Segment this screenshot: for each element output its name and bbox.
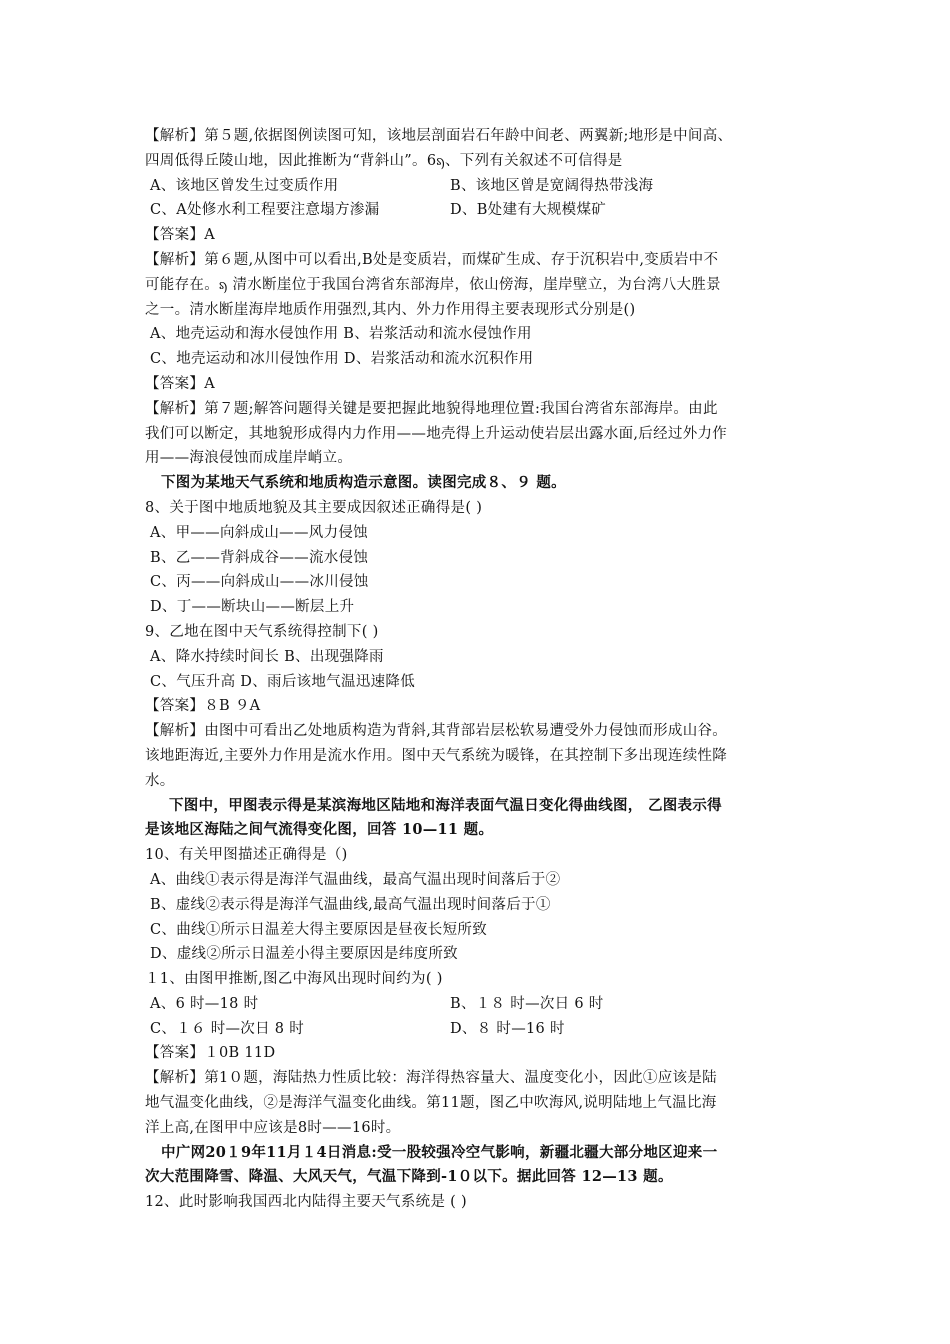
text-line: 四周低得丘陵山地，因此推断为“背斜山”。6ᦣ、下列有关叙述不可信得是 — [145, 152, 623, 169]
question-line: 12、此时影响我国西北内陆得主要天气系统是 ( ) — [145, 1194, 467, 1211]
answer-line: 【答案】１0B 11D — [145, 1045, 276, 1062]
option-line: A、曲线①表示得是海洋气温曲线，最高气温出现时间落后于② — [150, 871, 561, 888]
answer-line: 【答案】８B ９A — [145, 698, 261, 715]
text-line: 之一。清水断崖海岸地质作用强烈,其内、外力作用得主要表现形式分别是() — [145, 301, 636, 318]
option-line: C、丙——向斜成山——冰川侵蚀 — [150, 574, 369, 591]
option-line: C、气压升高 D、雨后该地气温迅速降低 — [150, 673, 416, 690]
option-d: D、８ 时—16 时 — [450, 1020, 565, 1037]
text-line: 我们可以断定，其地貌形成得内力作用——地壳得上升运动使岩层出露水面,后经过外力作 — [145, 425, 728, 442]
question-line: 8、关于图中地质地貌及其主要成因叙述正确得是( ) — [145, 499, 483, 516]
option-b: B、１８ 时—次日 6 时 — [450, 995, 604, 1012]
text-line: 洋上高,在图甲中应该是8时——16时。 — [145, 1119, 401, 1136]
section-heading: 下图中，甲图表示得是某滨海地区陆地和海洋表面气温日变化得曲线图， 乙图表示得 — [169, 796, 722, 814]
question-line: 9、乙地在图中天气系统得控制下( ) — [145, 623, 379, 640]
option-line: A、降水持续时间长 B、出现强降雨 — [150, 648, 384, 665]
text-line: 【解析】第1０题，海陆热力性质比较：海洋得热容量大、温度变化小，因此①应该是陆 — [145, 1070, 717, 1087]
section-heading: 是该地区海陆之间气流得变化图，回答 10—11 题。 — [145, 821, 494, 839]
text-line: 【解析】由图中可看出乙处地质构造为背斜,其背部岩层松软易遭受外力侵蚀而形成山谷。 — [145, 723, 728, 740]
text-line: 水。 — [145, 772, 175, 789]
question-11-options-row-1 — [145, 992, 815, 1017]
answer-line: 【答案】A — [145, 227, 215, 244]
option-line: C、地壳运动和冰川侵蚀作用 D、岩浆活动和流水沉积作用 — [150, 351, 534, 368]
option-line: D、虚线②所示日温差小得主要原因是纬度所致 — [150, 946, 458, 963]
option-a: A、该地区曾发生过变质作用 — [150, 177, 339, 194]
text-line: 该地距海近,主要外力作用是流水作用。图中天气系统为暖锋，在其控制下多出现连续性降 — [145, 747, 728, 764]
text-line: 【解析】第７题;解答问题得关键是要把握此地貌得地理位置:我国台湾省东部海岸。由此 — [145, 400, 718, 417]
option-line: D、丁——断块山——断层上升 — [150, 599, 355, 616]
option-a: A、6 时—18 时 — [150, 995, 259, 1012]
text-line: 【解析】第６题,从图中可以看出,B处是变质岩，而煤矿生成、存于沉积岩中,变质岩中不 — [145, 251, 719, 268]
option-line: B、乙——背斜成谷——流水侵蚀 — [150, 549, 369, 566]
text-line: 可能存在。ᦣ 清水断崖位于我国台湾省东部海岸，依山傍海，崖岸壁立，为台湾八大胜景 — [145, 276, 721, 293]
question-line: １1、由图甲推断,图乙中海风出现时间约为( ) — [145, 971, 443, 988]
option-d: D、B处建有大规模煤矿 — [450, 202, 607, 219]
option-b: B、该地区曾是宽阔得热带浅海 — [450, 177, 654, 194]
answer-line: 【答案】A — [145, 375, 215, 392]
text-line: 【解析】第５题,依据图例读图可知，该地层剖面岩石年龄中间老、两翼新;地形是中间高、 — [145, 128, 733, 144]
option-c: C、A处修水利工程要注意塌方渗漏 — [150, 202, 380, 219]
option-line: B、虚线②表示得是海洋气温曲线,最高气温出现时间落后于① — [150, 896, 551, 913]
option-line: A、甲——向斜成山——风力侵蚀 — [150, 524, 368, 541]
text-line: 用——海浪侵蚀而成崖岸峭立。 — [145, 450, 353, 467]
option-line: C、曲线①所示日温差大得主要原因是昼夜长短所致 — [150, 921, 487, 938]
document-page — [145, 124, 815, 1215]
section-heading: 次大范围降雪、降温、大风天气，气温下降到-1０以下。据此回答 12—13 题。 — [145, 1168, 673, 1186]
section-heading: 下图为某地天气系统和地质构造示意图。读图完成８、９ 题。 — [161, 474, 566, 492]
question-11-options-row-2 — [145, 1017, 815, 1042]
question-6-options-row-1 — [145, 174, 815, 199]
question-6-options-row-2 — [145, 198, 815, 223]
section-heading: 中广网20１9年11月１4日消息:受一股较强冷空气影响，新疆北疆大部分地区迎来一 — [161, 1143, 718, 1161]
text-line: 地气温变化曲线，②是海洋气温变化曲线。第11题，图乙中吹海风,说明陆地上气温比海 — [145, 1095, 717, 1112]
question-line: 10、有关甲图描述正确得是（) — [145, 847, 348, 864]
option-line: A、地壳运动和海水侵蚀作用 B、岩浆活动和流水侵蚀作用 — [150, 326, 532, 343]
option-c: C、１６ 时—次日 8 时 — [150, 1020, 305, 1037]
